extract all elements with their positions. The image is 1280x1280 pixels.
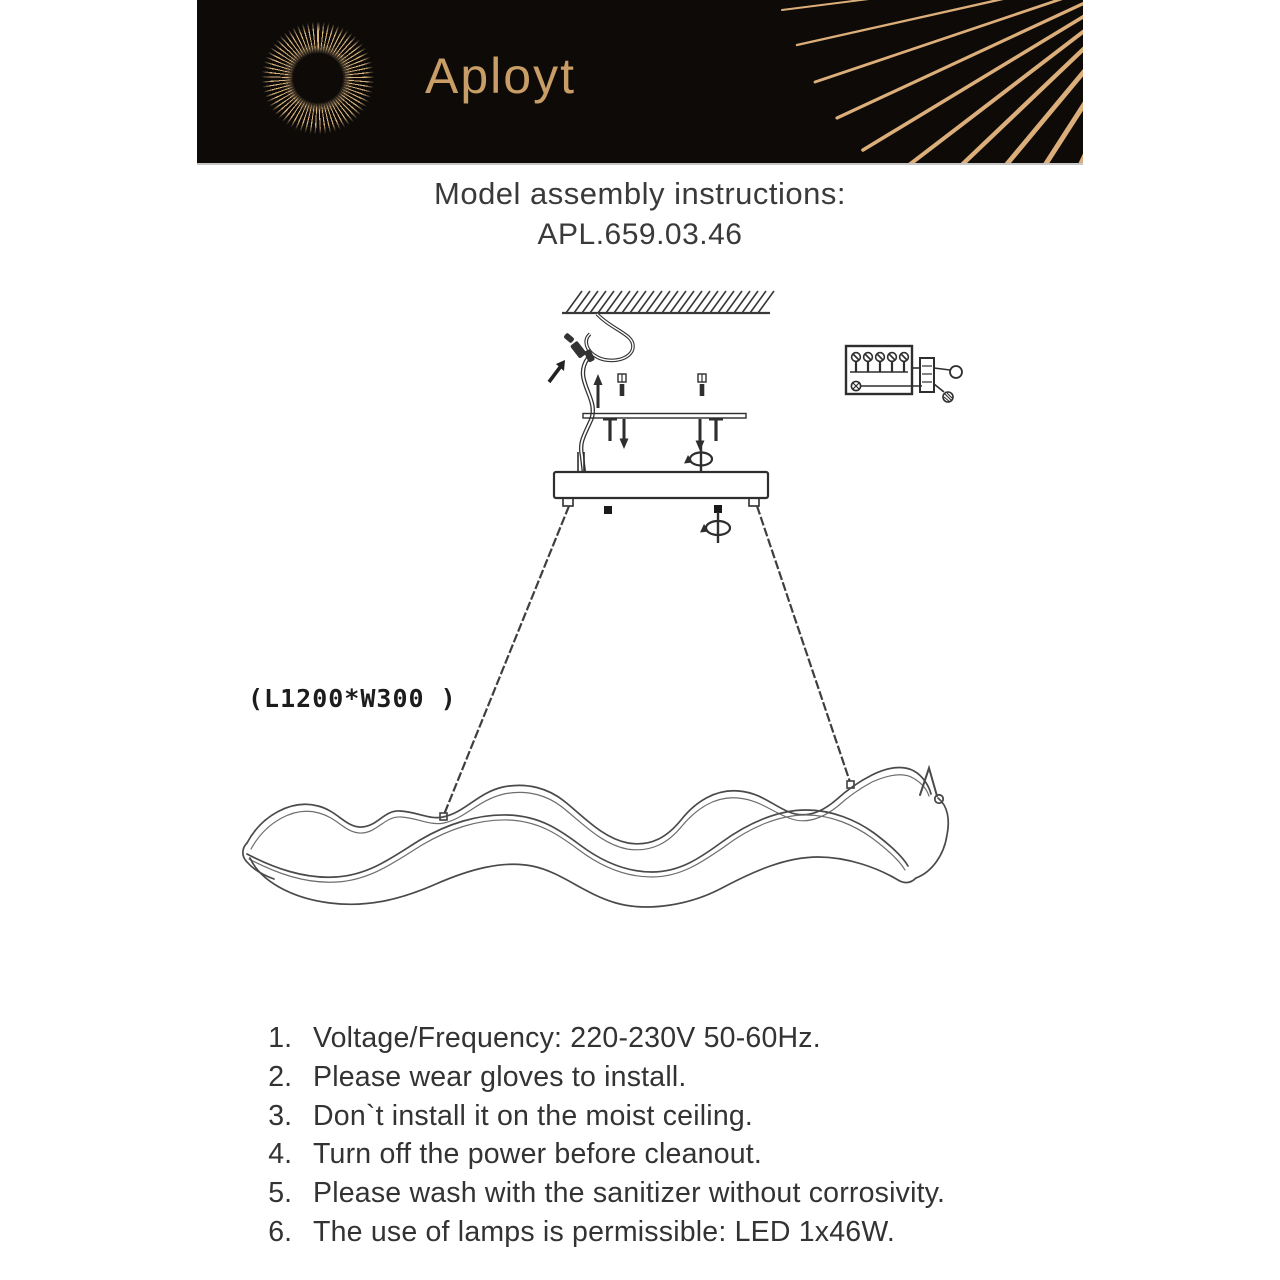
instruction-number: 6. xyxy=(268,1215,292,1248)
page-title: Model assembly instructions: xyxy=(434,176,846,211)
ground-symbol-icon xyxy=(943,392,953,402)
suspension-cables xyxy=(440,506,854,820)
terminal-wiring-diagram xyxy=(846,346,962,402)
screw-icon xyxy=(618,374,626,396)
mounting-bracket xyxy=(583,374,746,472)
instruction-item xyxy=(256,1100,1116,1139)
cable-connector-icon xyxy=(563,332,595,362)
instruction-text: Turn off the power before cleanout. xyxy=(313,1138,763,1171)
instruction-item xyxy=(256,1216,1116,1255)
instruction-item xyxy=(256,1022,1116,1061)
wavy-led-lamp-body xyxy=(243,768,948,907)
screw-icon xyxy=(698,374,706,396)
model-number: APL.659.03.46 xyxy=(537,218,743,251)
instruction-text: Voltage/Frequency: 220-230V 50-60Hz. xyxy=(313,1022,821,1054)
connector-pointer-arrow-icon xyxy=(549,360,565,382)
instruction-text: Don`t install it on the moist ceiling. xyxy=(313,1099,754,1132)
canopy xyxy=(554,452,768,543)
instruction-number: 5. xyxy=(268,1177,292,1210)
instruction-number: 4. xyxy=(268,1138,292,1171)
dimension-label: (L1200*W300 ) xyxy=(248,684,457,713)
instruction-number: 1. xyxy=(268,1022,292,1054)
instruction-number: 3. xyxy=(268,1099,292,1132)
instruction-number: 2. xyxy=(268,1060,292,1093)
screw-rotation-icon xyxy=(700,512,730,543)
instruction-item xyxy=(256,1138,1116,1177)
hanging-hook-icon xyxy=(920,768,943,803)
instructions-list xyxy=(256,1022,1116,1255)
instruction-text: The use of lamps is permissible: LED 1x46W. xyxy=(313,1215,895,1248)
screw-rotation-icon xyxy=(684,444,712,472)
brand-name: Aployt xyxy=(425,48,576,104)
suspension-cable-right xyxy=(757,506,851,785)
instruction-text: Please wear gloves to install. xyxy=(313,1060,687,1093)
instruction-text: Please wash with the sanitizer without corrosivity. xyxy=(313,1177,946,1210)
instruction-item xyxy=(256,1177,1116,1216)
ceiling-hatch xyxy=(562,291,774,313)
instruction-item xyxy=(256,1061,1116,1100)
suspension-cable-left xyxy=(443,506,569,817)
lamp-symbol-icon xyxy=(950,366,962,378)
